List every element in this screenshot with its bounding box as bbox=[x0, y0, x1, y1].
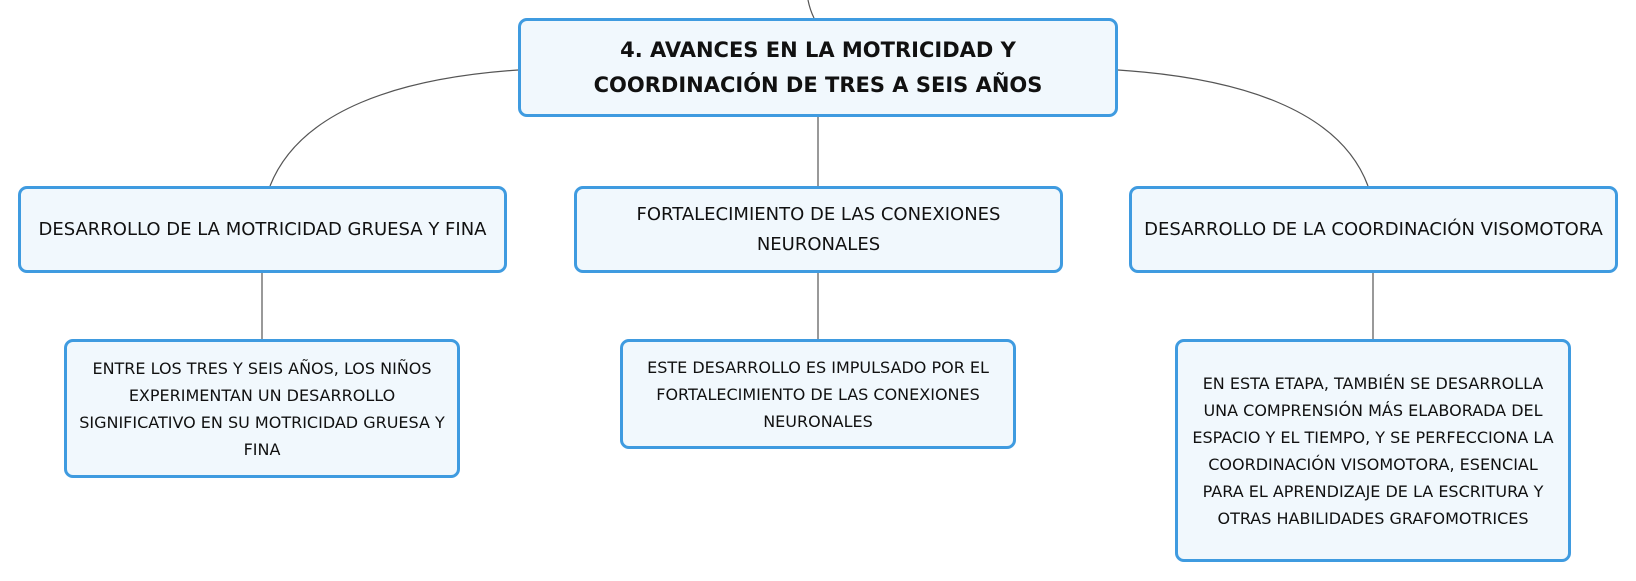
root-topic-title: 4. AVANCES EN LA MOTRICIDAD Y COORDINACIÓN DE TRES A SEIS AÑOS bbox=[593, 37, 1043, 97]
topic-visuomotor-coordination[interactable] bbox=[1129, 186, 1618, 273]
connector-root-to-visuo bbox=[1118, 70, 1368, 186]
connector-parent-to-root bbox=[808, 0, 814, 18]
topic-neural-connections[interactable] bbox=[574, 186, 1063, 273]
subtopic-gross-fine-motor-detail[interactable] bbox=[64, 339, 460, 478]
topic-label: DESARROLLO DE LA MOTRICIDAD GRUESA Y FINA bbox=[38, 218, 487, 240]
root-topic-node[interactable] bbox=[518, 18, 1118, 117]
connector-root-to-gross bbox=[270, 70, 518, 186]
topic-gross-fine-motor[interactable] bbox=[18, 186, 507, 273]
subtopic-text: ENTRE LOS TRES Y SEIS AÑOS, LOS NIÑOS EXPERIMENTAN UN DESARROLLO SIGNIFICATIVO EN SU MOTRICIDAD GRUESA Y FINA bbox=[79, 358, 445, 459]
subtopic-visuomotor-detail[interactable] bbox=[1175, 339, 1571, 562]
topic-label: DESARROLLO DE LA COORDINACIÓN VISOMOTORA bbox=[1144, 218, 1603, 240]
topic-label: FORTALECIMIENTO DE LAS CONEXIONES NEURONALES bbox=[636, 203, 1001, 255]
subtopic-text: EN ESTA ETAPA, TAMBIÉN SE DESARROLLA UNA COMPRENSIÓN MÁS ELABORADA DEL ESPACIO Y EL TIEMPO, Y SE PERFECCIONA LA COORDINACIÓN VISOMOTORA, ESENCIAL PARA EL APRENDIZAJE DE LA ESCRITURA Y OTRAS HABILIDADES GRAFOMOTRICES bbox=[1192, 373, 1554, 528]
subtopic-neural-connections-detail[interactable] bbox=[620, 339, 1016, 449]
subtopic-text: ESTE DESARROLLO ES IMPULSADO POR EL FORTALECIMIENTO DE LAS CONEXIONES NEURONALES bbox=[647, 357, 989, 431]
